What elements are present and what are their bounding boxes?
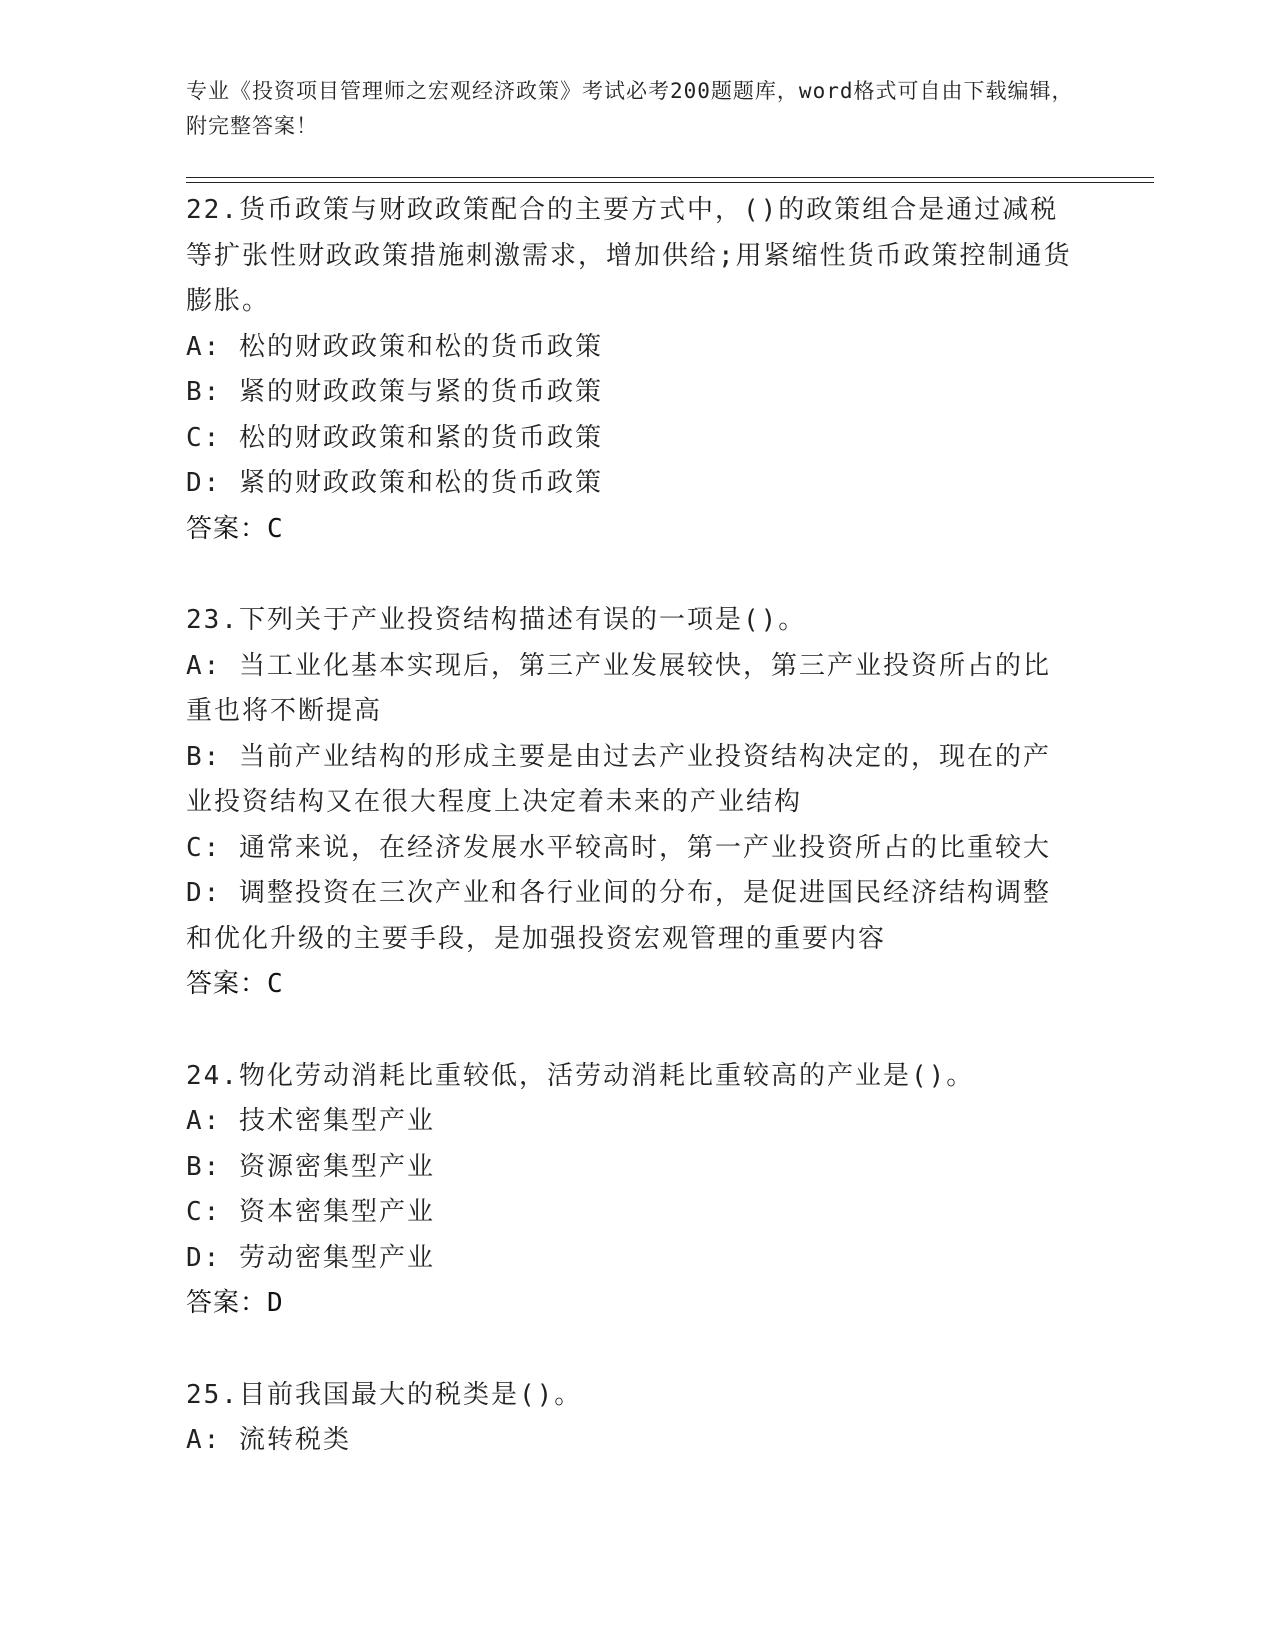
option-c: C: 资本密集型产业 [186, 1197, 435, 1227]
question-block-22 [186, 188, 1076, 552]
answer-value: D [267, 1288, 284, 1318]
option-b: B: 资源密集型产业 [186, 1151, 435, 1182]
question-block-23 [186, 598, 1076, 1008]
answer-line [186, 1281, 1076, 1327]
question-stem: 23.下列关于产业投资结构描述有误的一项是()。 [186, 605, 807, 635]
header-rule-top [186, 177, 1154, 178]
answer-value: C [267, 969, 284, 999]
option-a: A: 技术密集型产业 [186, 1106, 435, 1136]
question-stem: 24.物化劳动消耗比重较低，活劳动消耗比重较高的产业是()。 [186, 1060, 975, 1091]
answer-label: 答案： [186, 513, 268, 544]
question-stem: 25.目前我国最大的税类是()。 [186, 1379, 583, 1410]
header-rule-bottom [186, 182, 1154, 183]
option-b: B: 紧的财政政策与紧的货币政策 [186, 377, 603, 407]
option-b: B: 当前产业结构的形成主要是由过去产业投资结构决定的，现在的产业投资结构又在很大程度上决定着未来的产业结构 [186, 741, 1051, 817]
option-a: A: 当工业化基本实现后，第三产业发展较快，第三产业投资所占的比重也将不断提高 [186, 650, 1051, 726]
option-d: D: 紧的财政政策和松的货币政策 [186, 468, 603, 498]
option-d: D: 劳动密集型产业 [186, 1242, 435, 1273]
option-c: C: 松的财政政策和紧的货币政策 [186, 422, 603, 453]
answer-value: C [267, 513, 284, 544]
answer-label: 答案： [186, 969, 268, 999]
question-spacer [186, 1327, 1076, 1373]
option-c: C: 通常来说，在经济发展水平较高时，第一产业投资所占的比重较大 [186, 832, 1051, 863]
question-stem: 22.货币政策与财政政策配合的主要方式中，()的政策组合是通过减税等扩张性财政政策措施刺激需求，增加供给;用紧缩性货币政策控制通货膨胀。 [186, 195, 1072, 316]
question-block-24 [186, 1054, 1076, 1327]
question-block-25 [186, 1373, 1076, 1464]
option-d: D: 调整投资在三次产业和各行业间的分布，是促进国民经济结构调整和优化升级的主要手段，是加强投资宏观管理的重要内容 [186, 878, 1051, 954]
answer-line [186, 507, 1076, 553]
answer-label: 答案： [186, 1288, 268, 1318]
question-list [186, 188, 1076, 1464]
document-header: 专业《投资项目管理师之宏观经济政策》考试必考200题题库，word格式可自由下载编辑，附完整答案！ [186, 79, 1074, 138]
question-spacer [186, 552, 1076, 598]
question-spacer [186, 1008, 1076, 1054]
answer-line [186, 962, 1076, 1008]
option-a: A: 流转税类 [186, 1425, 351, 1455]
option-a: A: 松的财政政策和松的货币政策 [186, 331, 603, 362]
